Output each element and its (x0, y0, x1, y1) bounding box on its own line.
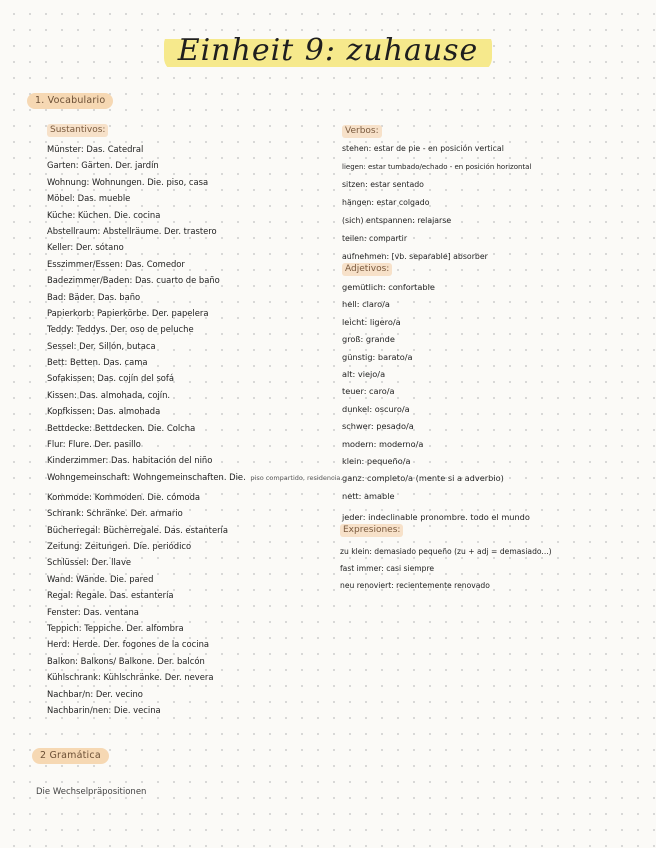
list-item: Schrank: Schränke. Der. armario (47, 508, 183, 519)
list-item: modern: moderno/a (342, 438, 424, 449)
list-item: Flur: Flure. Der. pasillo (47, 439, 141, 450)
list-item: Badezimmer/Baden: Das. cuarto de baño (47, 275, 220, 286)
list-item: Bücherregal: Bücherregale. Das. estantería (47, 524, 229, 535)
list-item: leicht: ligero/a (342, 316, 401, 327)
list-item: Bad: Bäder. Das. baño (47, 291, 141, 302)
list-item: Zeitung: Zeitungen. Die. periódico (47, 540, 192, 551)
list-item: Sofakissen: Das. cojín del sofá (47, 373, 175, 384)
list-item: teuer: caro/a (342, 386, 395, 397)
list-item: Fenster: Das. ventana (47, 606, 139, 617)
list-item: groß: grande (342, 334, 395, 345)
list-item: hell: claro/a (342, 299, 390, 310)
section-heading-gramatica: 2 Gramática (32, 748, 109, 764)
list-item: dunkel: oscuro/a (342, 403, 410, 414)
list-item: Esszimmer/Essen: Das. Comedor (47, 258, 185, 269)
list-item: Teppich: Teppiche. Der. alfombra (47, 622, 184, 633)
verbos-list (342, 140, 531, 266)
list-item: jeder: indeclinable pronombre. todo el mundo (342, 512, 530, 523)
list-item: Keller: Der. sótano (47, 242, 124, 253)
list-item: Kissen: Das. almohada, cojín. (47, 389, 171, 400)
list-item: Kühlschrank: Kühlschränke. Der. nevera (47, 672, 214, 683)
wg-annotation: piso compartido, residencia. (250, 473, 343, 482)
list-item-text: Wohngemeinschaft: Wohngemeinschaften. Die. (47, 471, 246, 482)
adjetivos-label: Adjetivos: (342, 263, 392, 276)
list-item: alt: viejo/a (342, 368, 386, 379)
list-item: klein: pequeño/a (342, 455, 411, 466)
list-item: Schlüssel: Der. llave (47, 557, 132, 568)
list-item: Herd: Herde. Der. fogones de la cocina (47, 639, 210, 650)
list-item: fast immer: casi siempre (340, 564, 435, 573)
list-item: Münster: Das. Catedral (47, 144, 144, 154)
list-item: Nachbar/n: Der. vecino (47, 688, 143, 699)
list-item: (sich) entspannen: relajarse (342, 216, 452, 225)
list-item: ganz: completo/a (mente si a adverbio) (342, 473, 504, 484)
list-item: Abstellraum: Abstellräume. Der. trastero (47, 225, 217, 236)
list-item: günstig: barato/a (342, 351, 413, 362)
list-item: aufnehmen: [vb. separable] absorber (342, 252, 488, 261)
list-item: Kommode: Kommoden. Die. cómoda (47, 491, 201, 502)
list-item: Papierkorb: Papierkörbe. Der. papelera (47, 307, 209, 318)
page-title: Einheit 9: zuhause (164, 30, 493, 72)
list-item: hängen: estar colgado (342, 198, 430, 207)
expresiones-list (340, 543, 552, 594)
list-item: Balkon: Balkons/ Balkone. Der. balcón (47, 655, 205, 666)
list-item: nett: amable (342, 490, 395, 501)
list-item: Wand: Wände. Die. pared (47, 573, 154, 584)
list-item: Bettdecke: Bettdecken. Die. Colcha (47, 422, 196, 433)
list-item: gemütlich: confortable (342, 282, 435, 292)
list-item: Regal: Regale. Das. estantería (47, 590, 174, 601)
title-area (0, 30, 656, 72)
list-item: Garten: Gärten. Der. jardín (47, 160, 159, 171)
list-item: liegen: estar tumbado/echado - en posición horizontal (342, 163, 532, 171)
list-item: sitzen: estar sentado (342, 180, 424, 189)
list-item: Küche: Küchen. Die. cocina (47, 209, 161, 220)
expresiones-label: Expresiones: (340, 524, 403, 537)
adjetivos-list (342, 279, 530, 529)
list-item: Wohnung: Wohnungen. Die. piso, casa (47, 176, 209, 187)
list-item: Möbel: Das. mueble (47, 193, 131, 204)
list-item: Kopfkissen: Das. almohada (47, 406, 161, 417)
list-item: schwer: pesado/a (342, 421, 414, 432)
list-item: stehen: estar de pie - en posición vertical (342, 144, 504, 153)
list-item: teilen: compartir (342, 234, 408, 243)
list-item: Bett: Betten. Das. cama (47, 357, 148, 368)
sustantivos-label: Sustantivos: (47, 124, 108, 137)
list-item: Kinderzimmer: Das. habitación del niño (47, 455, 213, 466)
list-item-wg (47, 469, 342, 489)
list-item: Sessel: Der. Sillón, butaca (47, 340, 156, 351)
list-item: neu renoviert: recientemente renovado (340, 581, 490, 590)
verbos-label: Verbos: (342, 125, 382, 138)
sustantivos-list (47, 141, 342, 718)
list-item: Nachbarin/nen: Die. vecina (47, 704, 161, 715)
list-item: zu klein: demasiado pequeño (zu + adj = demasiado...) (340, 547, 552, 556)
grammar-topic: Die Wechselpräpositionen (36, 787, 147, 797)
section-heading-vocabulario: 1. Vocabulario (27, 93, 113, 109)
list-item: Teddy: Teddys. Der. oso de peluche (47, 324, 194, 335)
